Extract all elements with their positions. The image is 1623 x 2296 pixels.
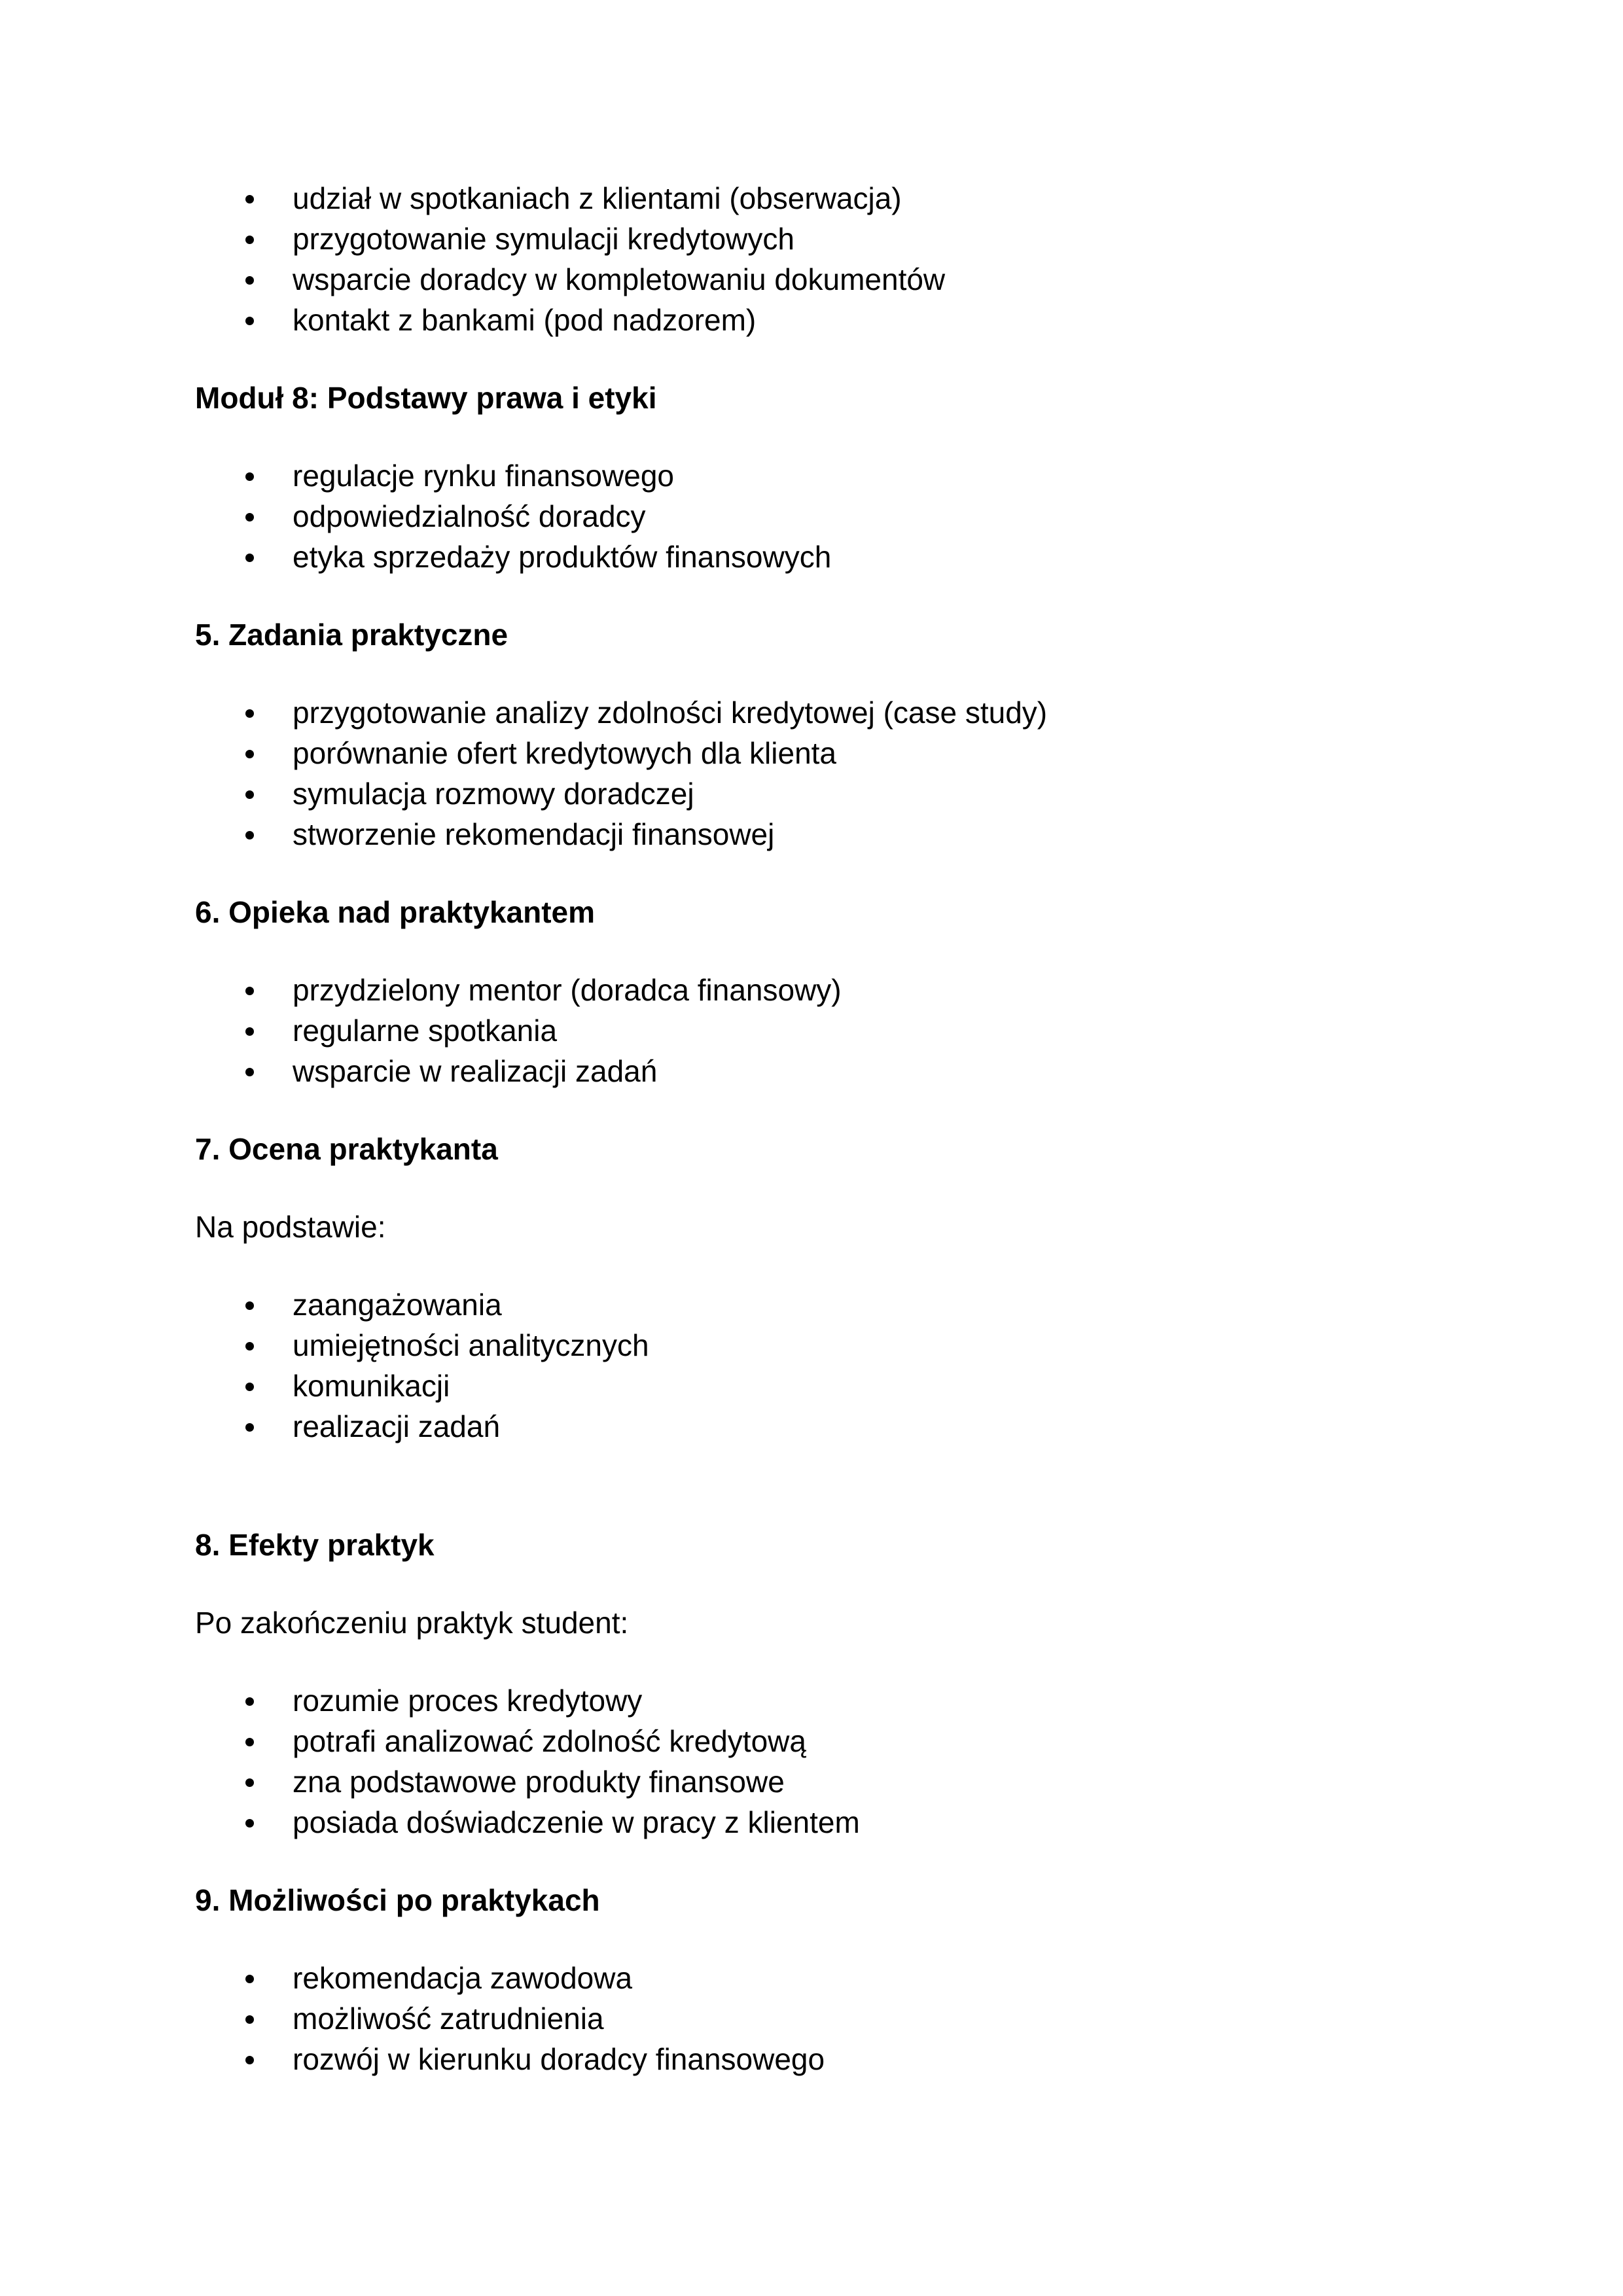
bullet-icon xyxy=(245,1301,254,1310)
bullet-icon xyxy=(245,1383,254,1391)
bullet-icon xyxy=(245,1697,254,1706)
list-item xyxy=(195,1010,1430,1051)
list-item-text: potrafi analizować zdolność kredytową xyxy=(293,1724,806,1758)
list-item xyxy=(195,1680,1430,1721)
list-item-text: przygotowanie symulacji kredytowych xyxy=(293,222,794,256)
bullet-icon xyxy=(245,2056,254,2064)
bullet-icon xyxy=(245,1068,254,1076)
paragraph-na-podstawie: Na podstawie: xyxy=(195,1210,386,1244)
bullet-list xyxy=(195,970,1430,1091)
list-item-text: przydzielony mentor (doradca finansowy) xyxy=(293,973,842,1007)
list-item xyxy=(195,1366,1430,1406)
bullet-icon xyxy=(245,1027,254,1036)
bullet-list xyxy=(195,1680,1430,1843)
list-item xyxy=(195,496,1430,537)
list-item-text: etyka sprzedaży produktów finansowych xyxy=(293,540,832,574)
bullet-list xyxy=(195,178,1430,340)
bullet-icon xyxy=(245,236,254,244)
bullet-icon xyxy=(245,195,254,203)
list-item xyxy=(195,1051,1430,1091)
section-heading-7-ocena: 7. Ocena praktykanta xyxy=(195,1132,498,1166)
bullet-icon xyxy=(245,1738,254,1746)
bullet-icon xyxy=(245,987,254,995)
list-item-text: przygotowanie analizy zdolności kredytowej (case study) xyxy=(293,696,1048,730)
bullet-icon xyxy=(245,513,254,521)
bullet-icon xyxy=(245,790,254,799)
paragraph-po-zakonczeniu: Po zakończeniu praktyk student: xyxy=(195,1606,629,1640)
section-heading-6-opieka: 6. Opieka nad praktykantem xyxy=(195,895,596,929)
list-item xyxy=(195,219,1430,259)
list-item xyxy=(195,300,1430,340)
section-heading-9-mozliwosci: 9. Możliwości po praktykach xyxy=(195,1883,600,1917)
list-item-text: zaangażowania xyxy=(293,1288,502,1322)
bullet-list xyxy=(195,1284,1430,1447)
list-item xyxy=(195,2039,1430,2079)
list-item xyxy=(195,537,1430,577)
list-item-text: stworzenie rekomendacji finansowej xyxy=(293,817,775,851)
list-item xyxy=(195,1958,1430,1998)
bullet-icon xyxy=(245,317,254,325)
bullet-icon xyxy=(245,276,254,285)
list-item-text: rozwój w kierunku doradcy finansowego xyxy=(293,2042,825,2076)
list-item-text: komunikacji xyxy=(293,1369,450,1403)
bullet-list xyxy=(195,455,1430,577)
list-item xyxy=(195,733,1430,773)
list-item-text: udział w spotkaniach z klientami (obserwacja) xyxy=(293,181,902,215)
list-item xyxy=(195,1998,1430,2039)
list-item xyxy=(195,455,1430,496)
list-item-text: symulacja rozmowy doradczej xyxy=(293,777,694,811)
list-item-text: porównanie ofert kredytowych dla klienta xyxy=(293,736,837,770)
list-item-text: możliwość zatrudnienia xyxy=(293,2002,604,2036)
list-item-text: realizacji zadań xyxy=(293,1409,501,1443)
list-item-text: regulacje rynku finansowego xyxy=(293,459,675,493)
list-item xyxy=(195,814,1430,855)
list-item xyxy=(195,1406,1430,1447)
list-item xyxy=(195,1761,1430,1802)
list-item-text: rekomendacja zawodowa xyxy=(293,1961,633,1995)
list-item-text: zna podstawowe produkty finansowe xyxy=(293,1765,785,1799)
section-heading-modul-8: Moduł 8: Podstawy prawa i etyki xyxy=(195,381,657,415)
bullet-icon xyxy=(245,1819,254,1828)
list-item-text: odpowiedzialność doradcy xyxy=(293,499,646,533)
list-item xyxy=(195,692,1430,733)
bullet-icon xyxy=(245,750,254,758)
section-heading-8-efekty: 8. Efekty praktyk xyxy=(195,1528,435,1562)
list-item xyxy=(195,259,1430,300)
list-item xyxy=(195,970,1430,1010)
bullet-icon xyxy=(245,709,254,718)
section-heading-5-zadania-praktyczne: 5. Zadania praktyczne xyxy=(195,618,508,652)
bullet-icon xyxy=(245,472,254,481)
bullet-list xyxy=(195,692,1430,855)
bullet-list xyxy=(195,1958,1430,2079)
list-item xyxy=(195,178,1430,219)
list-item-text: regularne spotkania xyxy=(293,1014,558,1048)
bullet-icon xyxy=(245,2015,254,2024)
list-item xyxy=(195,1721,1430,1761)
list-item-text: rozumie proces kredytowy xyxy=(293,1684,643,1718)
list-item xyxy=(195,1802,1430,1843)
list-item-text: umiejętności analitycznych xyxy=(293,1328,649,1362)
list-item xyxy=(195,773,1430,814)
list-item-text: wsparcie doradcy w kompletowaniu dokumentów xyxy=(293,262,946,296)
list-item-text: wsparcie w realizacji zadań xyxy=(293,1054,658,1088)
bullet-icon xyxy=(245,1423,254,1432)
bullet-icon xyxy=(245,831,254,839)
bullet-icon xyxy=(245,1778,254,1787)
bullet-icon xyxy=(245,1342,254,1351)
bullet-icon xyxy=(245,554,254,562)
list-item xyxy=(195,1284,1430,1325)
list-item-text: kontakt z bankami (pod nadzorem) xyxy=(293,303,757,337)
list-item xyxy=(195,1325,1430,1366)
list-item-text: posiada doświadczenie w pracy z klientem xyxy=(293,1805,860,1839)
bullet-icon xyxy=(245,1975,254,1983)
